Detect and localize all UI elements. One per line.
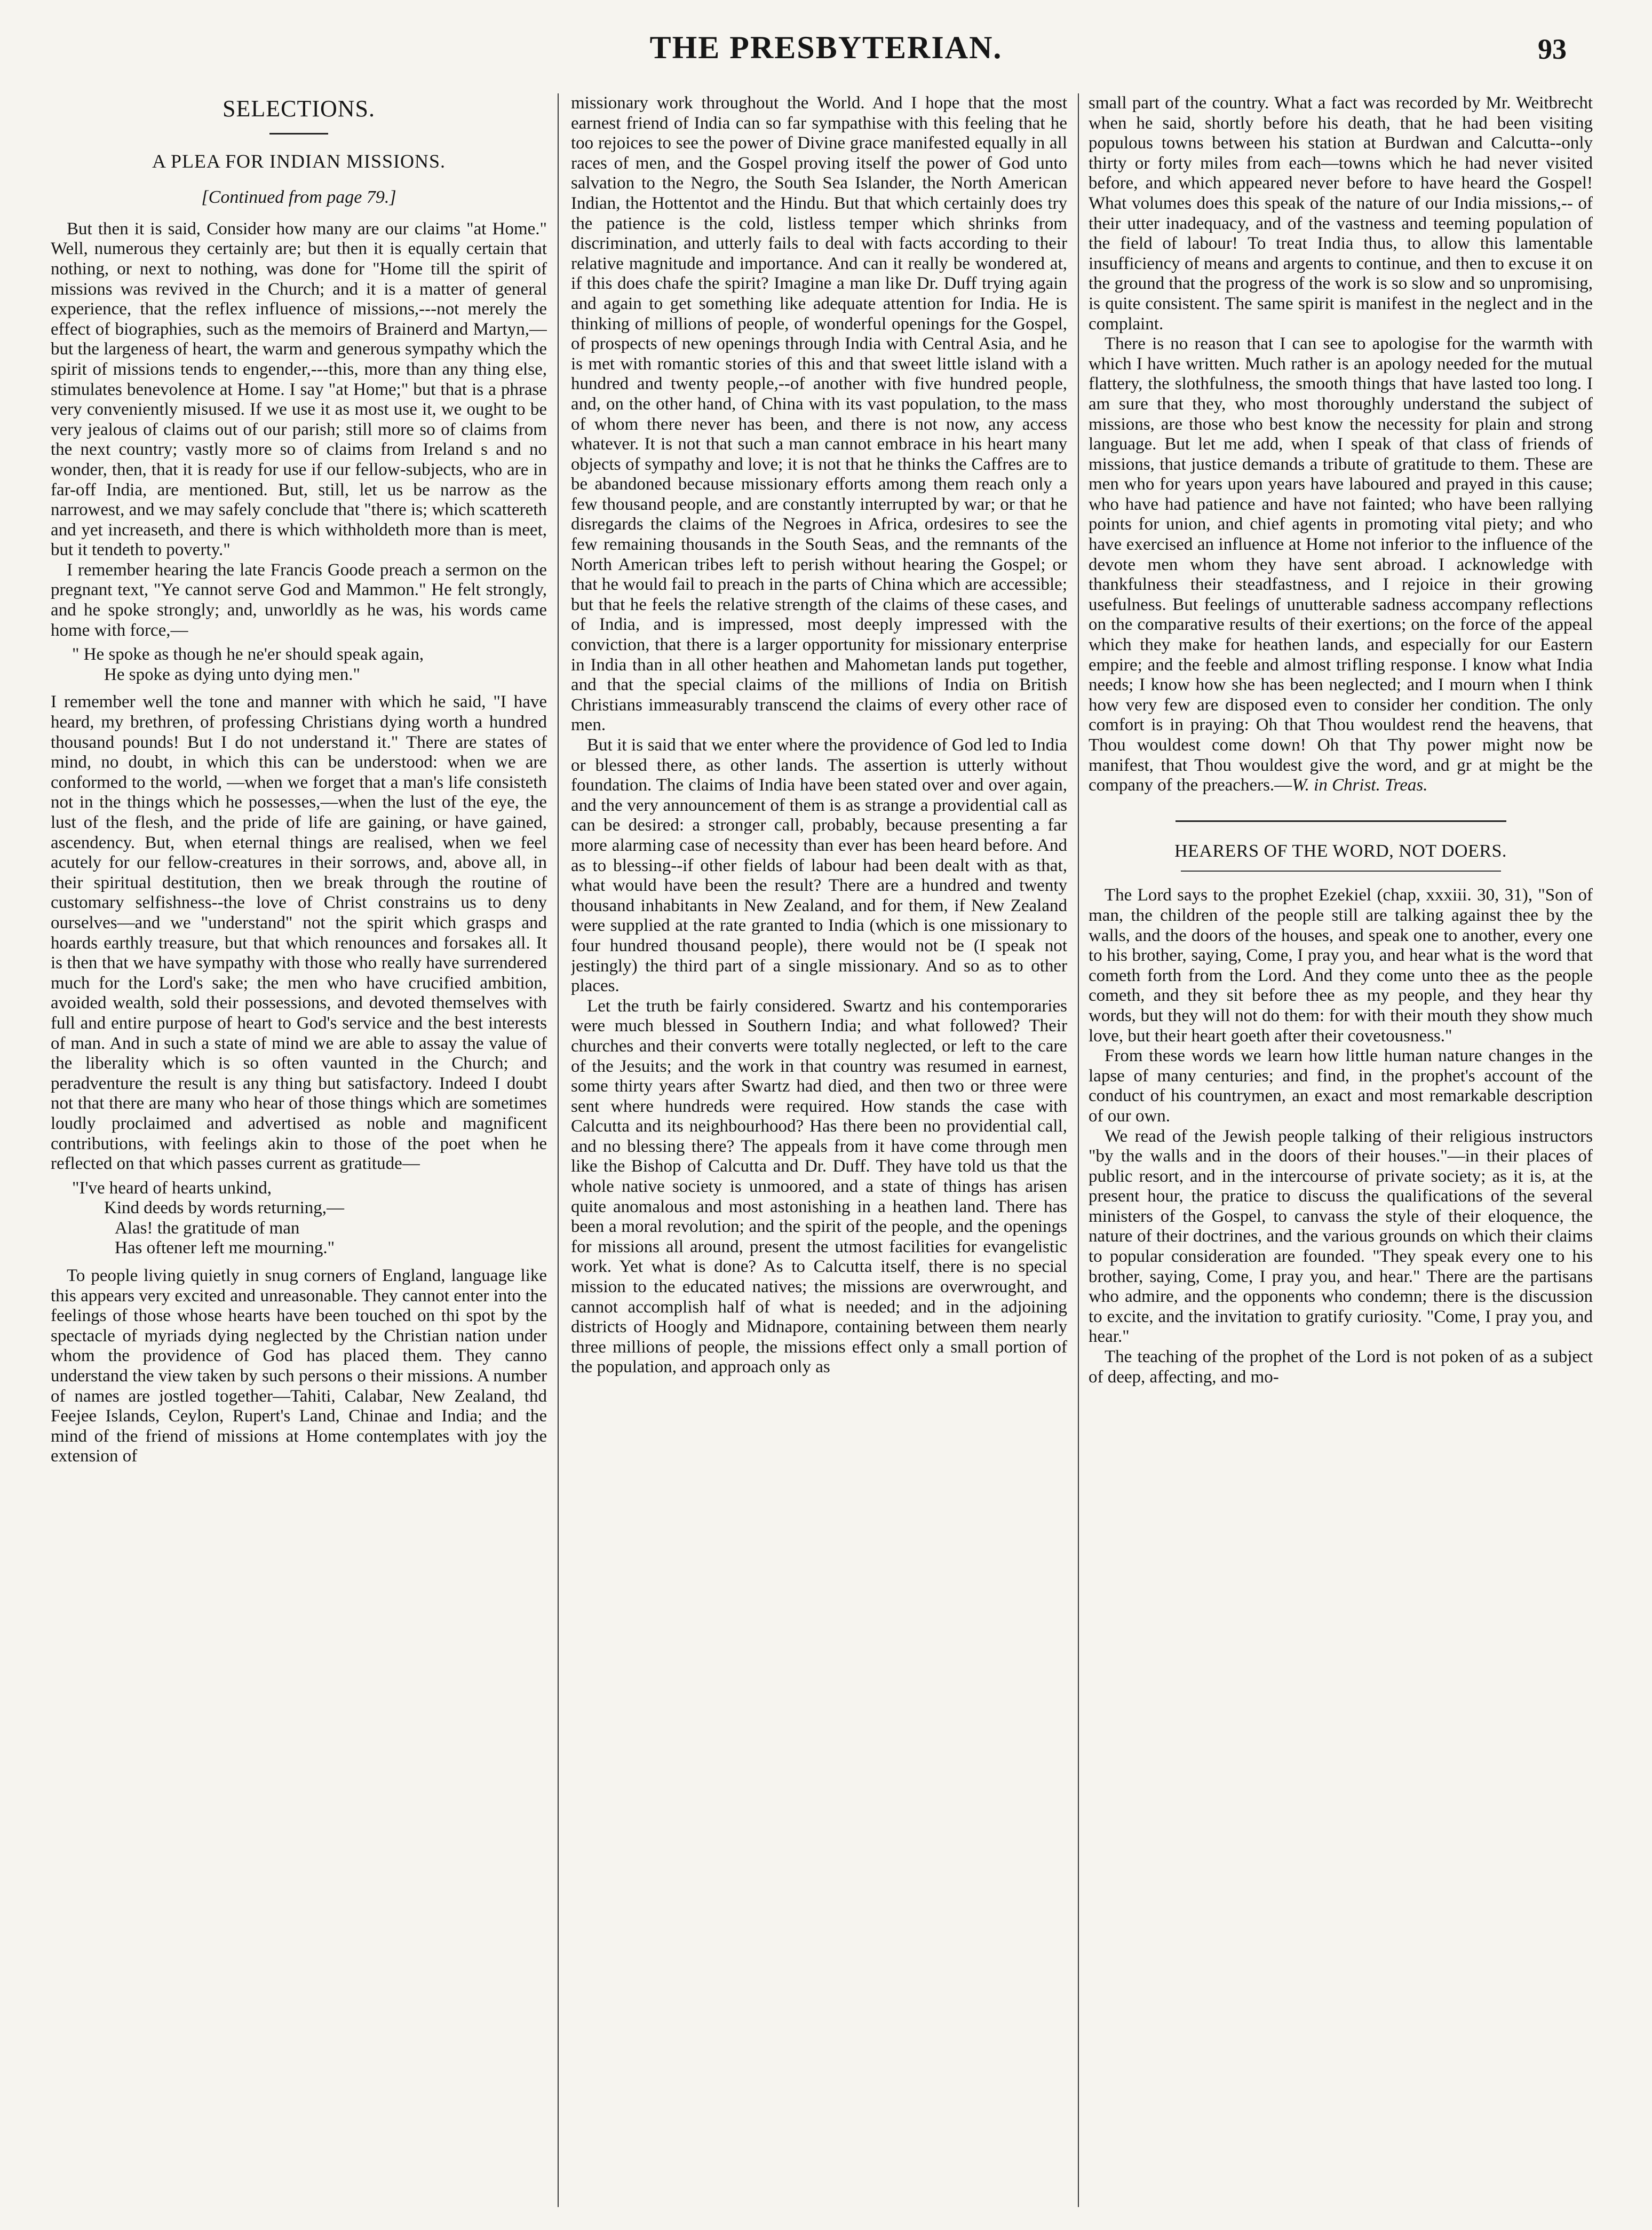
- column-divider-1: [558, 93, 559, 2207]
- paragraph: I remember hearing the late Francis Goode preach a sermon on the pregnant text, "Ye cannot serve God and Mammon." He felt strongly, and he spoke strongly; and, unworldly as he was, his words came home with force,—: [51, 560, 547, 640]
- verse-line: Alas! the gratitude of man: [115, 1218, 300, 1238]
- paragraph: Let the truth be fairly considered. Swartz and his contemporaries were much blessed in Southern India; and what followed? Their churches and their converts were totally neglected, or left to the care of the Jesuits; and the work in that country was resumed in earnest, some thirty years after Swartz had died, and then two or three were sent where hundreds were required. How stands the case with Calcutta and its neighbourhood? Has there been no providential call, and no blessing there? The appeals from it have come through men like the Bishop of Calcutta and Dr. Duff. They have told us that the whole native society is unmoored, and a state of things has arisen quite anomalous and most astonishing in a heathen land. There has been a moral revolution; and the spirit of the people, and the openings for missions all around, present the utmost facilities for evangelistic work. Yet what is done? As to Calcutta itself, there is no special mission to the educated natives; the missions are overwrought, and cannot accomplish half of what is needed; and in the adjoining districts of Hoogly and Midnapore, containing between them nearly three millions of people, the missions effect only a small portion of the population, and approach only as: [571, 996, 1067, 1377]
- article-divider: [1176, 820, 1506, 822]
- column-divider-2: [1078, 93, 1079, 2207]
- column-2: [571, 93, 1067, 2207]
- paragraph: To people living quietly in snug corners of England, language like this appears very excited and unreasonable. They cannot enter into the feelings of those whose hearts have been touched on thi spot by the spectacle of myriads dying neglected by the Christian nation under whom the providence of God has placed them. They canno understand the view taken by such persons o their missions. A number of names are jostled together—Tahiti, Calabar, New Zealand, thd Feejee Islands, Ceylon, Rupert's Land, Chinae and India; and the mind of the friend of missions at Home contemplates with joy the extension of: [51, 1266, 547, 1466]
- verse-line: Has oftener left me mourning.": [115, 1238, 335, 1258]
- column-1: [51, 93, 547, 2207]
- newspaper-title: THE PRESBYTERIAN.: [649, 30, 1003, 65]
- verse-line: "I've heard of hearts unkind,: [72, 1178, 272, 1198]
- paragraph: But it is said that we enter where the providence of God led to India or blessed there, as other lands. The assertion is utterly without foundation. The claims of India have been stated over and over again, and the very announcement of them is as strange a providential call as can be desired: a stronger call, probably, because presenting a far more alarming case of necessity than ever has been heard before. And as to blessing--if other fields of labour had been dealt with as that, what would have been the result? There are a hundred and twenty thousand inhabitants in New Zealand, and for them, if New Zealand were supplied at the rate granted to India (which is one missionary to four hundred thousand people), there would not be (I speak not jestingly) the third part of a single missionary. And so as to other places.: [571, 736, 1067, 996]
- page-number: 93: [1538, 33, 1567, 65]
- paragraph: From these words we learn how little human nature changes in the lapse of many centuries; and find, in the prophet's account of the conduct of his countrymen, an exact and most remarkable description of our own.: [1089, 1046, 1593, 1126]
- paragraph: But then it is said, Consider how many are our claims "at Home." Well, numerous they certainly are; but then it is equally certain that nothing, or next to nothing, was done for "Home till the spirit of missions was revived in the Church; and it is a matter of general experience, that the reflex influence of missions,---not merely the effect of biographies, such as the memoirs of Brainerd and Martyn,—but the largeness of heart, the warm and generous sympathy which the spirit of missions tends to engender,---this, more than any thing else, stimulates benevolence at Home. I say "at Home;" but that is a phrase very conveniently misused. If we use it as most use it, we ought to be very jealous of claims out of our parish; still more so of claims from the next country; vastly more so of claims from Ireland s and no wonder, then, that it is ready for use if our fellow-subjects, who are in far-off India, are mentioned. But, still, let us be narrow as the narrowest, and we may safely conclude that "there is; which scattereth and yet increaseth, and there is which withholdeth more than is meet, but it tendeth to poverty.": [51, 219, 547, 560]
- section-divider: [269, 133, 328, 135]
- paragraph: We read of the Jewish people talking of their religious instructors "by the walls and in the doors of their houses."—in their places of public resort, and in the intercourse of private society; as it is, at the present hour, the pratice to discuss the qualifications of the several ministers of the Gospel, to canvass the style of their eloquence, the nature of their doctrines, and the various grounds on which their claims to popular consideration are founded. "They speak every one to his brother, saying, Come, I pray you, and hear." There are the partisans who admire, and the opponents who condemn; there is the discussion to excite, and the invitation to gratify curiosity. "Come, I pray you, and hear.": [1089, 1126, 1593, 1347]
- verse-quote: [72, 1179, 547, 1259]
- verse-quote: [72, 645, 547, 685]
- continued-note: [Continued from page 79.]: [201, 187, 396, 208]
- column-3: [1089, 93, 1593, 2207]
- paragraph: The Lord says to the prophet Ezekiel (chap, xxxiii. 30, 31), "Son of man, the children of the people still are talking against thee by the walls, and the doors of the houses, and speak one to another, every one to his brother, saying, Come, I pray you, and hear what is the word that cometh forth from the Lord. And they come unto thee as the people cometh, and they sit before thee as my people, and they hear thy words, but they will not do them: for with their mouth they show much love, but their heart goeth after their covetousness.": [1089, 885, 1593, 1046]
- paragraph: The teaching of the prophet of the Lord is not poken of as a subject of deep, affecting, and mo-: [1089, 1347, 1593, 1387]
- article-signature: W. in Christ. Treas.: [1292, 776, 1428, 795]
- verse-line: " He spoke as though he ne'er should speak again,: [72, 645, 424, 665]
- section-heading: SELECTIONS.: [223, 96, 375, 122]
- paragraph: I remember well the tone and manner with which he said, "I have heard, my brethren, of professing Christians dying worth a hundred thousand pounds! But I do not understand it." There are states of mind, no doubt, in which this can be understood: when we are conformed to the world, —when we forget that a man's life consisteth not in the things which he possesses,—when the lust of the eye, the lust of the flesh, and the pride of life are gaining, or have gained, ascendency. But, when eternal things are realised, when we feel acutely for our fellow-creatures in their sorrows, and, above all, in their spiritual destitution, then we break through the routine of customary selfishness--the love of Christ constrains us to deny ourselves—and we "understand" not the spirit which grasps and hoards earthly treasure, but that which renounces and forsakes all. It is then that we have sympathy with those who really have surrendered much for the Lord's sake; the men who have crucified ambition, avoided wealth, sold their possessions, and devoted themselves with full and entire purpose of heart to God's service and the best interests of man. And in such a state of mind we are able to assay the value of the liberality which is so often vaunted in the Church; and peradventure the result is any thing but satisfactory. Indeed I doubt not that there are many who hear of those things which are sometimes loudly proclaimed and advertised as noble and magnificent contributions, with feelings akin to those of the poet when he reflected on that which passes current as gratitude—: [51, 692, 547, 1174]
- paragraph: missionary work throughout the World. And I hope that the most earnest friend of India can so far sympathise with this feeling that he too rejoices to see the power of Divine grace manifested equally in all races of men, and the Gospel proving itself the power of God unto salvation to the Negro, the South Sea Islander, the North American Indian, the Hottentot and the Hindu. But that which certainly does try the patience is the cold, listless temper which shrinks from discrimination, and utterly fails to deal with facts according to their relative magnitude and importance. And can it really be wondered at, if this does chafe the spirit? Imagine a man like Dr. Duff trying again and again to get something like adequate attention for India. He is thinking of millions of people, of wonderful openings for the Gospel, of prospects of new openings through India with Central Asia, and he is met with romantic stories of this and that sweet little island with a hundred and twenty people,--of another with five hundred people, and, on the other hand, of China with its vast population, to the mass of whom there never has been, and there is not now, any access whatever. It is not that such a man cannot embrace in his heart many objects of sympathy and love; it is not that he thinks the Caffres are to be abandoned because missionary efforts among them reach only a few thousand people, and are constantly interrupted by war; or that he disregards the claims of the Negroes in Africa, ordesires to see the few remaining thousands in the South Seas, and the remnants of the North American tribes left to perish without hearing the Gospel; or that he would fail to preach in the parts of China which are accessible; but that he feels the relative strength of the claims of these cases, and of India, and is impressed, most deeply impressed with the conviction, that there is a larger opportunity for missionary enterprise in India than in all other heathen and Mahometan lands put together, and that the special claims of the millions of India on British Christians immeasurably transcend the claims of every other race of men.: [571, 93, 1067, 735]
- article-title: A PLEA FOR INDIAN MISSIONS.: [152, 150, 446, 172]
- masthead: [0, 29, 1652, 77]
- verse-line: He spoke as dying unto dying men.": [104, 665, 360, 684]
- verse-line: Kind deeds by words returning,—: [104, 1198, 345, 1218]
- paragraph-text: There is no reason that I can see to apologise for the warmth with which I have written. Much rather is an apology needed for the mutual flattery, the slothfulness, the smooth things that have lasted too long. I am sure that they, who most thoroughly understand the subject of missions, are those who best know the necessity for plain and strong language. But let me add, when I speak of that class of friends of missions, that justice demands a tribute of gratitude to them. These are men who for years upon years have laboured and prayed in this cause; who have had patience and have not fainted; who have been rallying points for union, and chief agents in promoting vital piety; and who have exercised an influence at Home not inferior to the influence of the devote men whom they have sent abroad. I acknowledge with thankfulness their steadfastness, and I rejoice in their growing usefulness. But feelings of unutterable sadness accompany reflections on the comparative results of their exertions; on the force of the appeal which they make for heathen lands, and especially for our Eastern empire; and the feeble and almost trifling response. I know what India needs; I know how she has been neglected; and I mourn when I think how very few are disposed even to consider her condition. The only comfort is in praying: Oh that Thou wouldest rend the heavens, that Thou wouldest come down! Oh that Thy power might now be manifest, that Thou wouldest give the word, and gr at might be the company of the preachers.—: [1089, 334, 1593, 795]
- paragraph: [1089, 334, 1593, 796]
- paragraph: small part of the country. What a fact was recorded by Mr. Weitbrecht when he said, shortly before his death, that he had been visiting populous towns between his station at Burdwan and Calcutta--only thirty or forty miles from each—towns which he had never visited before, and which appeared never before to have heard the Gospel! What volumes does this speak of the nature of our India missions,-- of their utter inadequacy, and of the vastness and teeming population of the field of labour! To treat India thus, to allow this lamentable insufficiency of means and argents to continue, and then to excuse it on the ground that the progress of the work is so slow and so unpromising, is quite consistent. The same spirit is manifest in the neglect and in the complaint.: [1089, 93, 1593, 334]
- article-title: HEARERS OF THE WORD, NOT DOERS.: [1089, 841, 1593, 872]
